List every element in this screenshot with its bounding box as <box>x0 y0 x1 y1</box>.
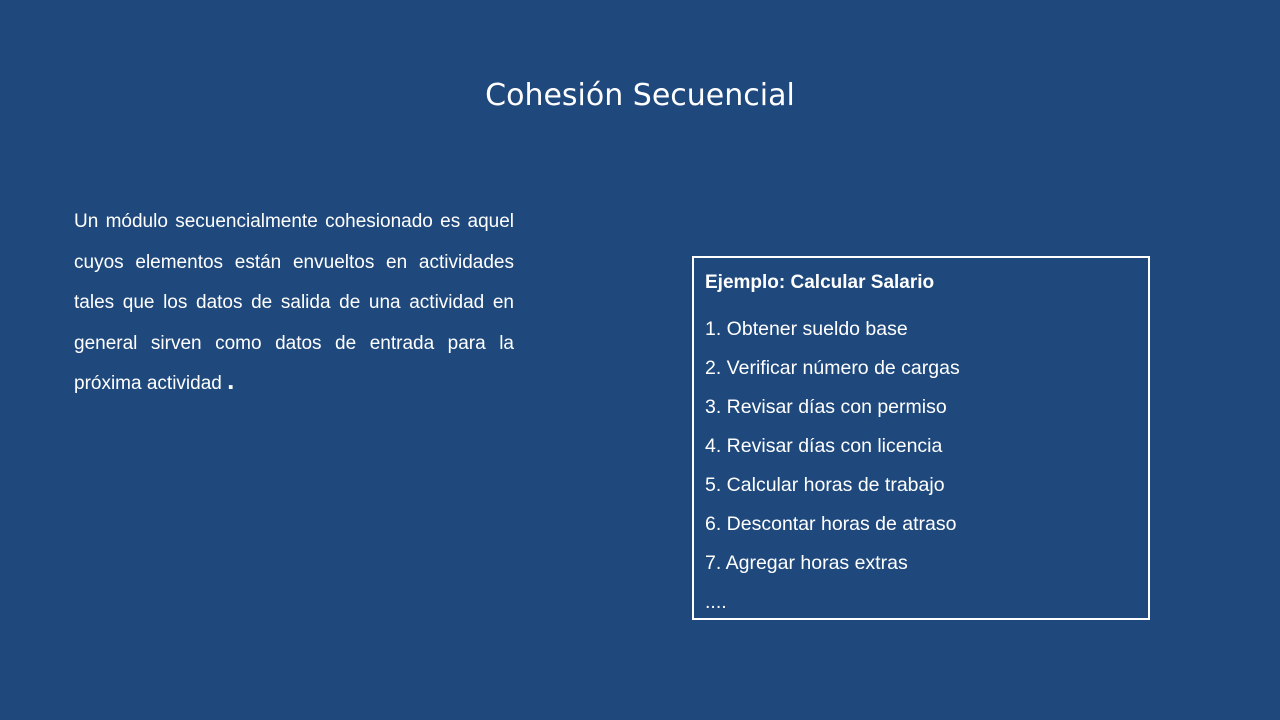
slide-title: Cohesión Secuencial <box>485 78 795 113</box>
list-item: 4. Revisar días con licencia <box>705 435 943 457</box>
definition-paragraph <box>74 202 514 405</box>
definition-text: Un módulo secuencialmente cohesionado es aquel cuyos elementos están envueltos en actividades tales que los datos de salida de una actividad en general sirven como datos de entrada para la próxima actividad <box>74 211 514 394</box>
list-item: 2. Verificar número de cargas <box>705 357 960 379</box>
example-box <box>692 256 1150 620</box>
list-item: 7. Agregar horas extras <box>705 552 908 574</box>
example-heading: Ejemplo: Calcular Salario <box>705 272 935 293</box>
list-item: 6. Descontar horas de atraso <box>705 513 957 535</box>
list-item: 1. Obtener sueldo base <box>705 318 908 340</box>
list-item: 3. Revisar días con permiso <box>705 396 947 418</box>
list-item: 5. Calcular horas de trabajo <box>705 474 945 496</box>
list-item: .... <box>705 591 727 613</box>
definition-period: . <box>227 365 235 395</box>
step-list <box>705 310 1148 622</box>
